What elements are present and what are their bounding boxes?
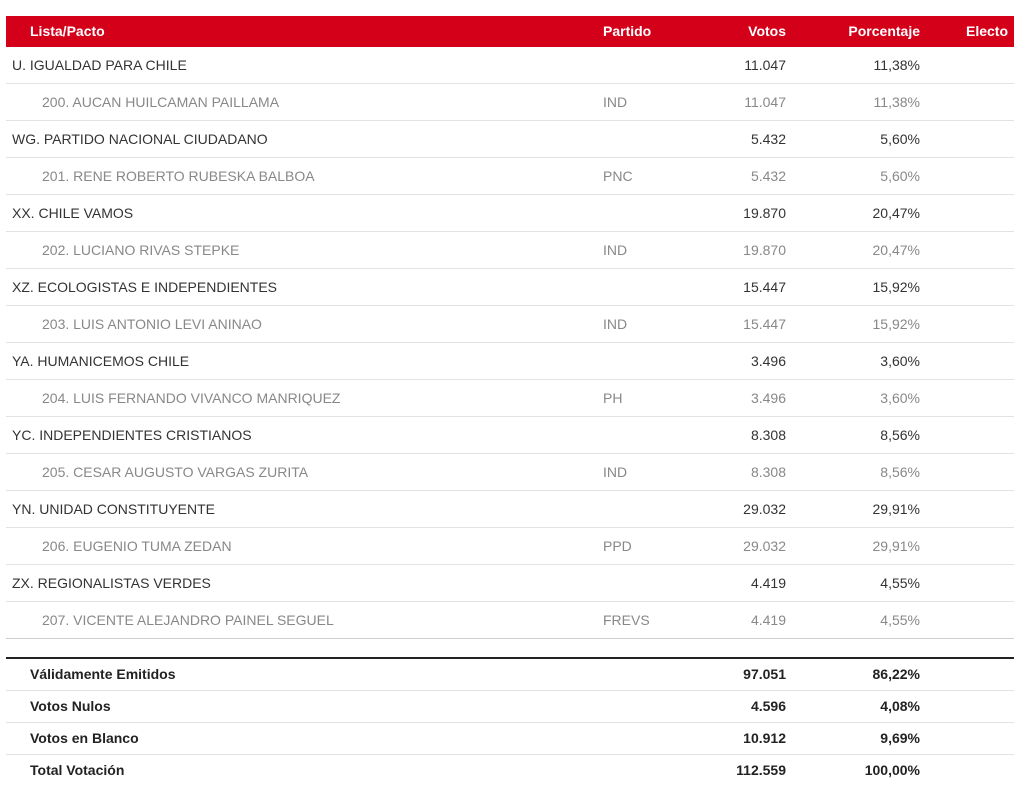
row-name: 207. VICENTE ALEJANDRO PAINEL SEGUEL <box>42 612 334 628</box>
row-percentage: 29,91% <box>872 501 920 517</box>
candidate-row <box>6 380 1014 417</box>
row-party: FREVS <box>603 612 650 628</box>
row-party: PPD <box>603 538 632 554</box>
list-row <box>6 47 1014 84</box>
candidate-row <box>6 232 1014 269</box>
row-votes: 3.496 <box>750 353 786 369</box>
totals-percentage: 9,69% <box>880 730 920 746</box>
row-name: YC. INDEPENDIENTES CRISTIANOS <box>12 427 252 443</box>
row-percentage: 4,55% <box>880 575 920 591</box>
row-party: PH <box>603 390 623 406</box>
row-percentage: 3,60% <box>880 353 920 369</box>
row-percentage: 11,38% <box>873 94 920 110</box>
row-votes: 11.047 <box>744 94 786 110</box>
row-name: 200. AUCAN HUILCAMAN PAILLAMA <box>42 94 280 110</box>
table-body <box>6 47 1014 639</box>
list-row <box>6 417 1014 454</box>
candidate-row <box>6 454 1014 491</box>
row-votes: 3.496 <box>750 390 786 406</box>
row-percentage: 20,47% <box>872 205 920 221</box>
row-name: 201. RENE ROBERTO RUBESKA BALBOA <box>42 168 315 184</box>
row-party: IND <box>603 316 628 332</box>
header-porcentaje: Porcentaje <box>848 23 920 39</box>
totals-name: Total Votación <box>30 762 125 778</box>
row-party: IND <box>603 464 628 480</box>
totals-votes: 112.559 <box>736 762 786 778</box>
totals-percentage: 86,22% <box>872 666 920 682</box>
row-name: 202. LUCIANO RIVAS STEPKE <box>42 242 240 258</box>
row-votes: 5.432 <box>750 168 786 184</box>
candidate-row <box>6 528 1014 565</box>
list-row <box>6 491 1014 528</box>
totals-name: Votos Nulos <box>30 698 111 714</box>
totals-row <box>6 723 1014 755</box>
row-votes: 5.432 <box>750 131 786 147</box>
row-votes: 29.032 <box>743 538 786 554</box>
totals-votes: 97.051 <box>743 666 786 682</box>
row-name: U. IGUALDAD PARA CHILE <box>12 57 187 73</box>
totals-name: Válidamente Emitidos <box>30 666 176 682</box>
totals-percentage: 4,08% <box>880 698 920 714</box>
row-votes: 4.419 <box>750 612 786 628</box>
header-electo: Electo <box>965 23 1008 39</box>
row-percentage: 15,92% <box>872 316 920 332</box>
row-votes: 8.308 <box>750 464 786 480</box>
list-row <box>6 121 1014 158</box>
row-party: PNC <box>603 168 633 184</box>
header-lista-pacto: Lista/Pacto <box>30 23 105 39</box>
row-name: 206. EUGENIO TUMA ZEDAN <box>42 538 232 554</box>
row-percentage: 29,91% <box>872 538 920 554</box>
candidate-row <box>6 84 1014 121</box>
row-votes: 15.447 <box>743 279 786 295</box>
row-votes: 11.047 <box>744 57 786 73</box>
totals-votes: 10.912 <box>743 730 786 746</box>
list-row <box>6 343 1014 380</box>
list-row <box>6 269 1014 306</box>
row-name: ZX. REGIONALISTAS VERDES <box>12 575 211 591</box>
header-votos: Votos <box>748 23 786 39</box>
candidate-row <box>6 306 1014 343</box>
row-votes: 19.870 <box>743 242 786 258</box>
totals-row <box>6 755 1014 786</box>
row-name: WG. PARTIDO NACIONAL CIUDADANO <box>12 131 268 147</box>
list-row <box>6 195 1014 232</box>
row-votes: 19.870 <box>743 205 786 221</box>
row-percentage: 8,56% <box>880 427 920 443</box>
row-percentage: 20,47% <box>872 242 920 258</box>
row-percentage: 11,38% <box>873 57 920 73</box>
header-partido: Partido <box>603 23 652 39</box>
results-table <box>6 16 1014 639</box>
row-name: YA. HUMANICEMOS CHILE <box>12 353 190 369</box>
row-percentage: 3,60% <box>880 390 920 406</box>
row-percentage: 5,60% <box>880 131 920 147</box>
totals-name: Votos en Blanco <box>30 730 139 746</box>
row-name: XZ. ECOLOGISTAS E INDEPENDIENTES <box>12 279 278 295</box>
totals-row <box>6 659 1014 691</box>
row-name: 205. CESAR AUGUSTO VARGAS ZURITA <box>42 464 309 480</box>
row-votes: 15.447 <box>743 316 786 332</box>
candidate-row <box>6 158 1014 195</box>
list-row <box>6 565 1014 602</box>
row-percentage: 8,56% <box>880 464 920 480</box>
row-votes: 29.032 <box>743 501 786 517</box>
row-percentage: 4,55% <box>880 612 920 628</box>
totals-percentage: 100,00% <box>864 762 920 778</box>
row-percentage: 15,92% <box>872 279 920 295</box>
row-name: XX. CHILE VAMOS <box>12 205 134 221</box>
totals-row <box>6 691 1014 723</box>
row-percentage: 5,60% <box>880 168 920 184</box>
row-name: 203. LUIS ANTONIO LEVI ANINAO <box>42 316 262 332</box>
candidate-row <box>6 602 1014 639</box>
row-votes: 4.419 <box>750 575 786 591</box>
row-name: 204. LUIS FERNANDO VIVANCO MANRIQUEZ <box>42 390 341 406</box>
row-party: IND <box>603 242 628 258</box>
table-header <box>6 16 1014 47</box>
totals-table <box>6 657 1014 786</box>
row-party: IND <box>603 94 628 110</box>
row-name: YN. UNIDAD CONSTITUYENTE <box>12 501 216 517</box>
totals-votes: 4.596 <box>750 698 786 714</box>
row-votes: 8.308 <box>750 427 786 443</box>
